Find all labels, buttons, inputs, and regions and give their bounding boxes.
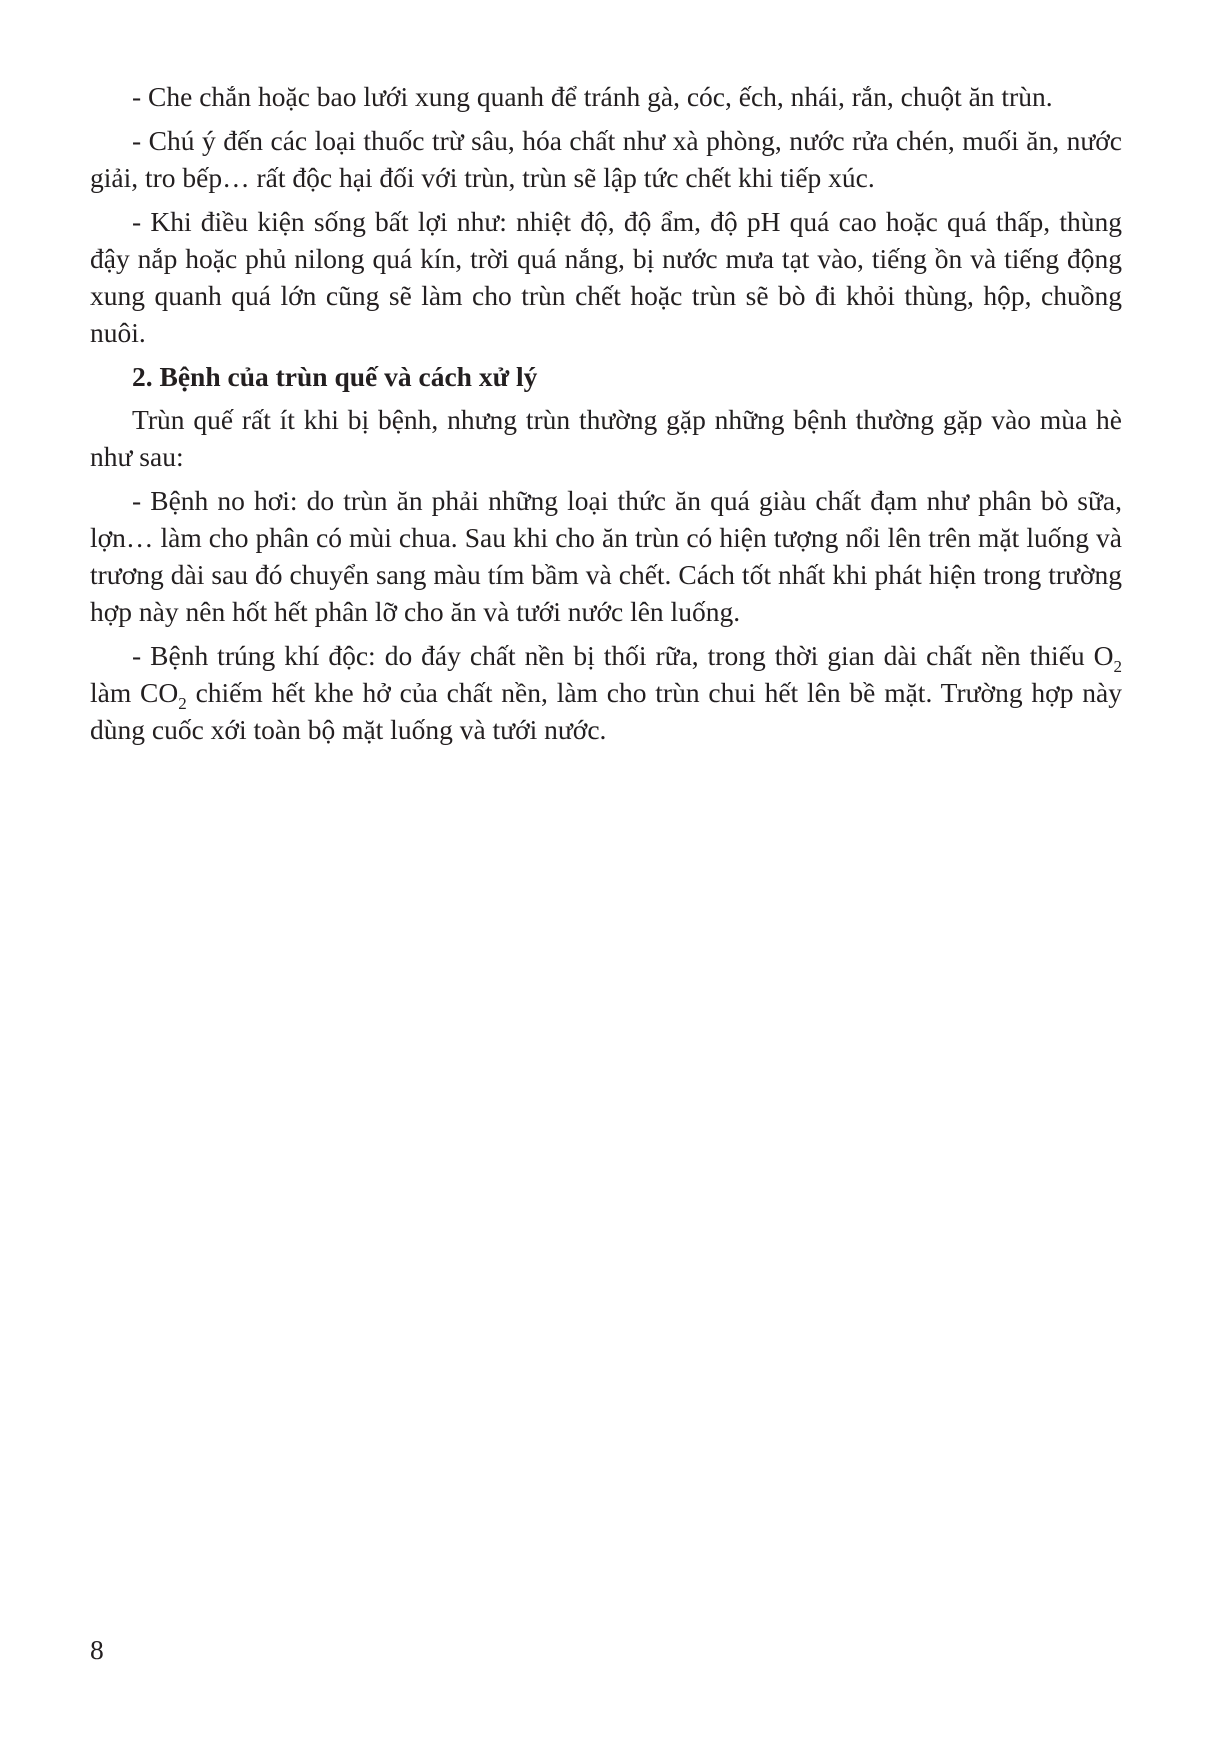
carbon-dioxide-subscript: 2	[178, 694, 187, 713]
toxic-gas-text-part-2: làm CO	[90, 677, 179, 708]
paragraph-chemicals: - Chú ý đến các loại thuốc trừ sâu, hóa chất như xà phòng, nước rửa chén, muối ăn, nước giải, tro bếp… rất độc hại đối với trùn, trùn sẽ lập tức chết khi tiếp xúc.	[90, 125, 1122, 193]
page-content	[90, 78, 1122, 755]
paragraph-disease-toxic-gas	[90, 637, 1122, 748]
toxic-gas-text-part-3: chiếm hết khe hở của chất nền, làm cho trùn chui hết lên bề mặt. Trường hợp này dùng cuốc xới toàn bộ mặt luống và tưới nước.	[90, 677, 1122, 745]
oxygen-subscript: 2	[1113, 657, 1122, 676]
section-heading: 2. Bệnh của trùn quế và cách xử lý	[132, 361, 538, 392]
page-number: 8	[90, 1634, 104, 1665]
paragraph-disease-intro: Trùn quế rất ít khi bị bệnh, nhưng trùn thường gặp những bệnh thường gặp vào mùa hè như sau:	[90, 404, 1122, 472]
paragraph-living-conditions: - Khi điều kiện sống bất lợi như: nhiệt độ, độ ẩm, độ pH quá cao hoặc quá thấp, thùng đậy nắp hoặc phủ nilong quá kín, trời quá nắng, bị nước mưa tạt vào, tiếng ồn và tiếng động xung quanh quá lớn cũng sẽ làm cho trùn chết hoặc trùn sẽ bò đi khỏi thùng, hộp, chuồng nuôi.	[90, 206, 1122, 348]
toxic-gas-text-part-1: - Bệnh trúng khí độc: do đáy chất nền bị thối rữa, trong thời gian dài chất nền thiếu O	[132, 640, 1114, 671]
paragraph-protection: - Che chắn hoặc bao lưới xung quanh để tránh gà, cóc, ếch, nhái, rắn, chuột ăn trùn.	[132, 81, 1053, 112]
paragraph-disease-bloating: - Bệnh no hơi: do trùn ăn phải những loại thức ăn quá giàu chất đạm như phân bò sữa, lợn… làm cho phân có mùi chua. Sau khi cho ăn trùn có hiện tượng nổi lên trên mặt luống và trương dài sau đó chuyển sang màu tím bầm và chết. Cách tốt nhất khi phát hiện trong trường hợp này nên hốt hết phân lỡ cho ăn và tưới nước lên luống.	[90, 485, 1122, 627]
